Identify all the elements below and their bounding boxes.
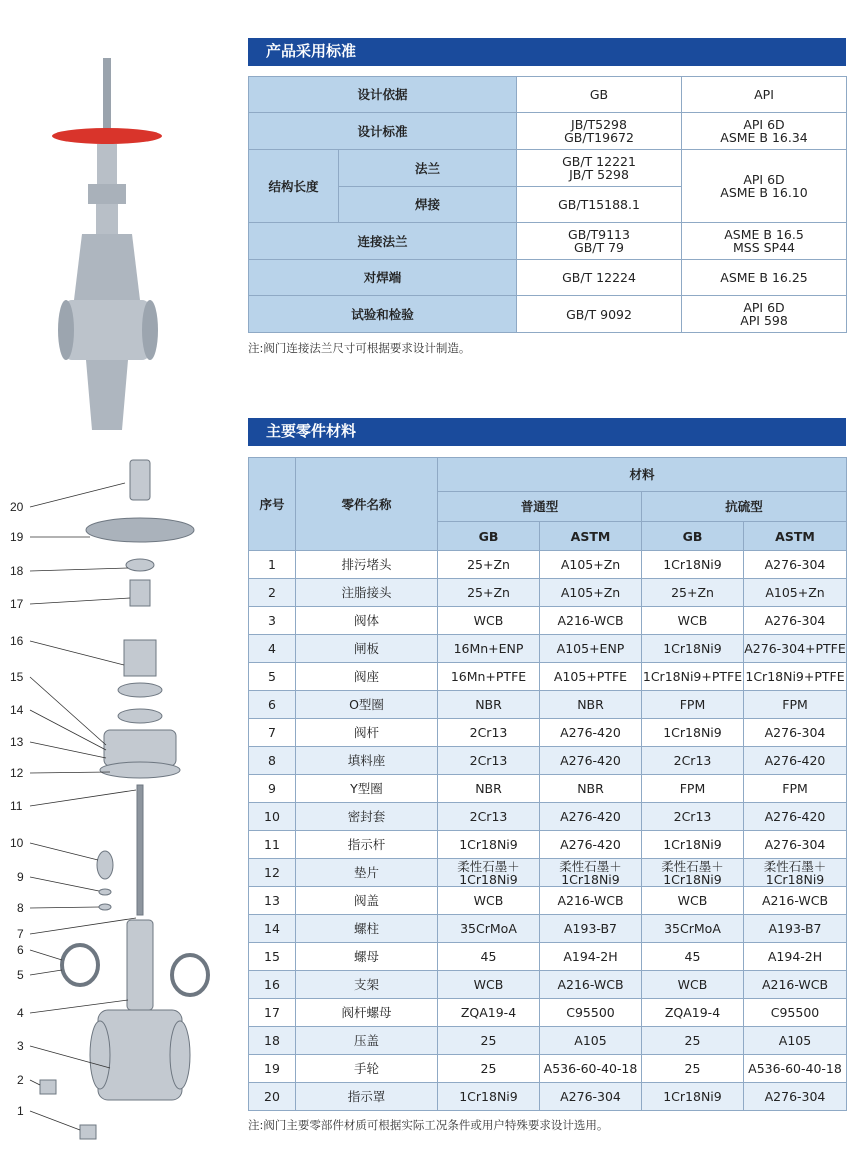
materials-note: 注:阀门主要零部件材质可根据实际工况条件或用户特殊要求设计选用。 <box>248 1118 609 1132</box>
cell-no: 13 <box>249 887 296 915</box>
cell-s-gb: 25 <box>642 1055 744 1083</box>
part-label: 14 <box>10 703 24 717</box>
part-label: 3 <box>17 1039 24 1053</box>
cell-no: 16 <box>249 971 296 999</box>
table-row <box>249 887 847 915</box>
part-label: 7 <box>17 927 24 941</box>
cell-s-gb: ZQA19-4 <box>642 999 744 1027</box>
table-row <box>249 831 847 859</box>
connection-flange-label: 连接法兰 <box>249 223 517 260</box>
cell-name: 阀杆螺母 <box>296 999 438 1027</box>
table-row <box>249 999 847 1027</box>
cell-s-gb: FPM <box>642 691 744 719</box>
cell-n-astm: A276-304 <box>540 1083 642 1111</box>
cell-name: 指示杆 <box>296 831 438 859</box>
cell-name: 阀盖 <box>296 887 438 915</box>
col-normal-header: 普通型 <box>438 492 642 522</box>
cell-s-astm: A194-2H <box>744 943 847 971</box>
cell-n-astm: NBR <box>540 775 642 803</box>
table-row <box>249 803 847 831</box>
cell-n-astm: A216-WCB <box>540 607 642 635</box>
cell-s-gb: 1Cr18Ni9 <box>642 719 744 747</box>
col-sour-astm: ASTM <box>744 522 847 551</box>
cell-n-gb: 16Mn+ENP <box>438 635 540 663</box>
cell-s-astm: A276-304+PTFE <box>744 635 847 663</box>
table-row <box>249 775 847 803</box>
cell-s-astm: A193-B7 <box>744 915 847 943</box>
table-row <box>249 1055 847 1083</box>
cell-name: 填料座 <box>296 747 438 775</box>
table-row <box>249 579 847 607</box>
cell-n-astm: A105+ENP <box>540 635 642 663</box>
table-row <box>249 607 847 635</box>
cell-no: 14 <box>249 915 296 943</box>
table-row <box>249 971 847 999</box>
cell-s-gb: 25 <box>642 1027 744 1055</box>
col-sour-gb: GB <box>642 522 744 551</box>
cell-n-gb: 35CrMoA <box>438 915 540 943</box>
cell-name: 阀座 <box>296 663 438 691</box>
cell-s-gb: 1Cr18Ni9 <box>642 831 744 859</box>
part-label: 4 <box>17 1006 24 1020</box>
butt-weld-gb: GB/T 12224 <box>517 260 682 296</box>
table-row <box>249 1083 847 1111</box>
table-row <box>249 691 847 719</box>
col-name-header: 零件名称 <box>296 458 438 551</box>
part-label: 13 <box>10 735 24 749</box>
cell-s-gb: 1Cr18Ni9 <box>642 1083 744 1111</box>
cell-no: 18 <box>249 1027 296 1055</box>
cell-n-astm: A105+Zn <box>540 579 642 607</box>
cell-name: 密封套 <box>296 803 438 831</box>
part-label: 10 <box>10 836 24 850</box>
part-label: 17 <box>10 597 24 611</box>
cell-n-gb: 2Cr13 <box>438 747 540 775</box>
cell-n-astm: NBR <box>540 691 642 719</box>
table-row <box>249 719 847 747</box>
cell-name: 垫片 <box>296 859 438 887</box>
cell-no: 4 <box>249 635 296 663</box>
table-row <box>249 663 847 691</box>
cell-name: Y型圈 <box>296 775 438 803</box>
standards-table <box>248 76 847 333</box>
cell-no: 10 <box>249 803 296 831</box>
cell-n-gb: WCB <box>438 887 540 915</box>
cell-n-astm: A536-60-40-18 <box>540 1055 642 1083</box>
cell-no: 2 <box>249 579 296 607</box>
col-material-header: 材料 <box>438 458 847 492</box>
cell-n-astm: C95500 <box>540 999 642 1027</box>
butt-weld-label: 对焊端 <box>249 260 517 296</box>
cell-n-gb: WCB <box>438 971 540 999</box>
cell-s-astm: 柔性石墨＋ 1Cr18Ni9 <box>744 859 847 887</box>
cell-n-gb: 1Cr18Ni9 <box>438 831 540 859</box>
part-label: 12 <box>10 766 24 780</box>
cell-no: 6 <box>249 691 296 719</box>
part-label: 18 <box>10 564 24 578</box>
cell-no: 11 <box>249 831 296 859</box>
cell-n-gb: WCB <box>438 607 540 635</box>
col-normal-astm: ASTM <box>540 522 642 551</box>
table-row <box>249 943 847 971</box>
table-row <box>249 747 847 775</box>
design-basis-label: 设计依据 <box>249 77 517 113</box>
cell-n-astm: A276-420 <box>540 747 642 775</box>
standards-title-rule <box>248 64 846 66</box>
structure-length-api: API 6D ASME B 16.10 <box>682 150 847 223</box>
weld-label: 焊接 <box>339 187 517 223</box>
part-label: 8 <box>17 901 24 915</box>
cell-name: 阀体 <box>296 607 438 635</box>
cell-s-astm: FPM <box>744 691 847 719</box>
flange-label: 法兰 <box>339 150 517 187</box>
design-standard-label: 设计标准 <box>249 113 517 150</box>
cell-n-astm: A194-2H <box>540 943 642 971</box>
cell-name: 注脂接头 <box>296 579 438 607</box>
cell-no: 19 <box>249 1055 296 1083</box>
assembled-valve-image <box>52 58 162 430</box>
cell-s-astm: A276-304 <box>744 607 847 635</box>
gb-header: GB <box>517 77 682 113</box>
cell-n-astm: 柔性石墨＋ 1Cr18Ni9 <box>540 859 642 887</box>
cell-s-astm: A216-WCB <box>744 971 847 999</box>
part-label: 1 <box>17 1104 24 1118</box>
table-row <box>249 635 847 663</box>
table-row <box>249 1027 847 1055</box>
cell-s-astm: A276-420 <box>744 747 847 775</box>
part-label: 19 <box>10 530 24 544</box>
part-label: 9 <box>17 870 24 884</box>
cell-no: 20 <box>249 1083 296 1111</box>
cell-n-gb: 2Cr13 <box>438 803 540 831</box>
cell-s-astm: FPM <box>744 775 847 803</box>
cell-name: 排污堵头 <box>296 551 438 579</box>
cell-n-gb: NBR <box>438 691 540 719</box>
materials-table <box>248 457 847 1111</box>
cell-s-astm: A276-304 <box>744 1083 847 1111</box>
cell-name: 螺柱 <box>296 915 438 943</box>
exploded-view <box>40 460 208 1139</box>
cell-n-astm: A276-420 <box>540 719 642 747</box>
cell-n-astm: A276-420 <box>540 803 642 831</box>
cell-n-gb: 1Cr18Ni9 <box>438 1083 540 1111</box>
cell-n-gb: 柔性石墨＋ 1Cr18Ni9 <box>438 859 540 887</box>
weld-gb: GB/T15188.1 <box>517 187 682 223</box>
cell-s-astm: 1Cr18Ni9+PTFE <box>744 663 847 691</box>
cell-n-gb: NBR <box>438 775 540 803</box>
test-api: API 6D API 598 <box>682 296 847 333</box>
cell-no: 1 <box>249 551 296 579</box>
butt-weld-api: ASME B 16.25 <box>682 260 847 296</box>
cell-s-astm: C95500 <box>744 999 847 1027</box>
cell-no: 3 <box>249 607 296 635</box>
cell-s-gb: WCB <box>642 887 744 915</box>
col-sour-header: 抗硫型 <box>642 492 847 522</box>
api-header: API <box>682 77 847 113</box>
test-label: 试验和检验 <box>249 296 517 333</box>
cell-n-astm: A105+Zn <box>540 551 642 579</box>
cell-name: 支架 <box>296 971 438 999</box>
valve-illustration <box>0 0 240 1155</box>
cell-no: 15 <box>249 943 296 971</box>
cell-no: 12 <box>249 859 296 887</box>
cell-n-astm: A216-WCB <box>540 971 642 999</box>
cell-name: 螺母 <box>296 943 438 971</box>
cell-n-gb: ZQA19-4 <box>438 999 540 1027</box>
connection-flange-api: ASME B 16.5 MSS SP44 <box>682 223 847 260</box>
standards-note: 注:阀门连接法兰尺寸可根据要求设计制造。 <box>248 341 471 355</box>
cell-name: 阀杆 <box>296 719 438 747</box>
part-label: 16 <box>10 634 24 648</box>
structure-length-label: 结构长度 <box>249 150 339 223</box>
cell-n-gb: 25+Zn <box>438 579 540 607</box>
test-gb: GB/T 9092 <box>517 296 682 333</box>
cell-no: 5 <box>249 663 296 691</box>
connection-flange-gb: GB/T9113 GB/T 79 <box>517 223 682 260</box>
cell-n-gb: 2Cr13 <box>438 719 540 747</box>
cell-s-gb: 1Cr18Ni9 <box>642 551 744 579</box>
col-normal-gb: GB <box>438 522 540 551</box>
part-label: 20 <box>10 500 24 514</box>
cell-no: 7 <box>249 719 296 747</box>
part-label: 15 <box>10 670 24 684</box>
table-row <box>249 859 847 887</box>
cell-s-astm: A536-60-40-18 <box>744 1055 847 1083</box>
cell-s-gb: WCB <box>642 971 744 999</box>
part-label: 2 <box>17 1073 24 1087</box>
table-row <box>249 551 847 579</box>
design-standard-api: API 6D ASME B 16.34 <box>682 113 847 150</box>
cell-s-gb: 25+Zn <box>642 579 744 607</box>
part-number-labels <box>10 500 24 1118</box>
cell-s-gb: 柔性石墨＋ 1Cr18Ni9 <box>642 859 744 887</box>
cell-name: 手轮 <box>296 1055 438 1083</box>
materials-body <box>249 551 847 1111</box>
cell-s-astm: A276-304 <box>744 831 847 859</box>
cell-s-gb: 1Cr18Ni9 <box>642 635 744 663</box>
cell-no: 9 <box>249 775 296 803</box>
cell-n-astm: A193-B7 <box>540 915 642 943</box>
design-standard-gb: JB/T5298 GB/T19672 <box>517 113 682 150</box>
materials-title-rule <box>248 444 846 446</box>
cell-s-gb: 35CrMoA <box>642 915 744 943</box>
cell-s-astm: A276-304 <box>744 551 847 579</box>
cell-name: 压盖 <box>296 1027 438 1055</box>
cell-no: 17 <box>249 999 296 1027</box>
cell-no: 8 <box>249 747 296 775</box>
part-label: 11 <box>10 799 23 813</box>
cell-s-gb: 45 <box>642 943 744 971</box>
standards-section-title: 产品采用标准 <box>248 38 846 64</box>
cell-s-gb: FPM <box>642 775 744 803</box>
part-label: 5 <box>17 968 24 982</box>
cell-s-astm: A276-304 <box>744 719 847 747</box>
materials-section-title: 主要零件材料 <box>248 418 846 444</box>
cell-n-astm: A276-420 <box>540 831 642 859</box>
flange-gb: GB/T 12221 JB/T 5298 <box>517 150 682 187</box>
cell-s-astm: A216-WCB <box>744 887 847 915</box>
cell-n-gb: 25+Zn <box>438 551 540 579</box>
cell-s-gb: WCB <box>642 607 744 635</box>
cell-name: 指示罩 <box>296 1083 438 1111</box>
part-label: 6 <box>17 943 24 957</box>
cell-name: O型圈 <box>296 691 438 719</box>
cell-s-gb: 2Cr13 <box>642 747 744 775</box>
cell-n-astm: A105+PTFE <box>540 663 642 691</box>
cell-n-gb: 25 <box>438 1027 540 1055</box>
table-row <box>249 915 847 943</box>
cell-n-astm: A216-WCB <box>540 887 642 915</box>
cell-name: 闸板 <box>296 635 438 663</box>
cell-n-astm: A105 <box>540 1027 642 1055</box>
col-no-header: 序号 <box>249 458 296 551</box>
cell-s-astm: A105 <box>744 1027 847 1055</box>
cell-s-astm: A276-420 <box>744 803 847 831</box>
cell-n-gb: 25 <box>438 1055 540 1083</box>
cell-n-gb: 16Mn+PTFE <box>438 663 540 691</box>
cell-n-gb: 45 <box>438 943 540 971</box>
cell-s-astm: A105+Zn <box>744 579 847 607</box>
cell-s-gb: 1Cr18Ni9+PTFE <box>642 663 744 691</box>
cell-s-gb: 2Cr13 <box>642 803 744 831</box>
